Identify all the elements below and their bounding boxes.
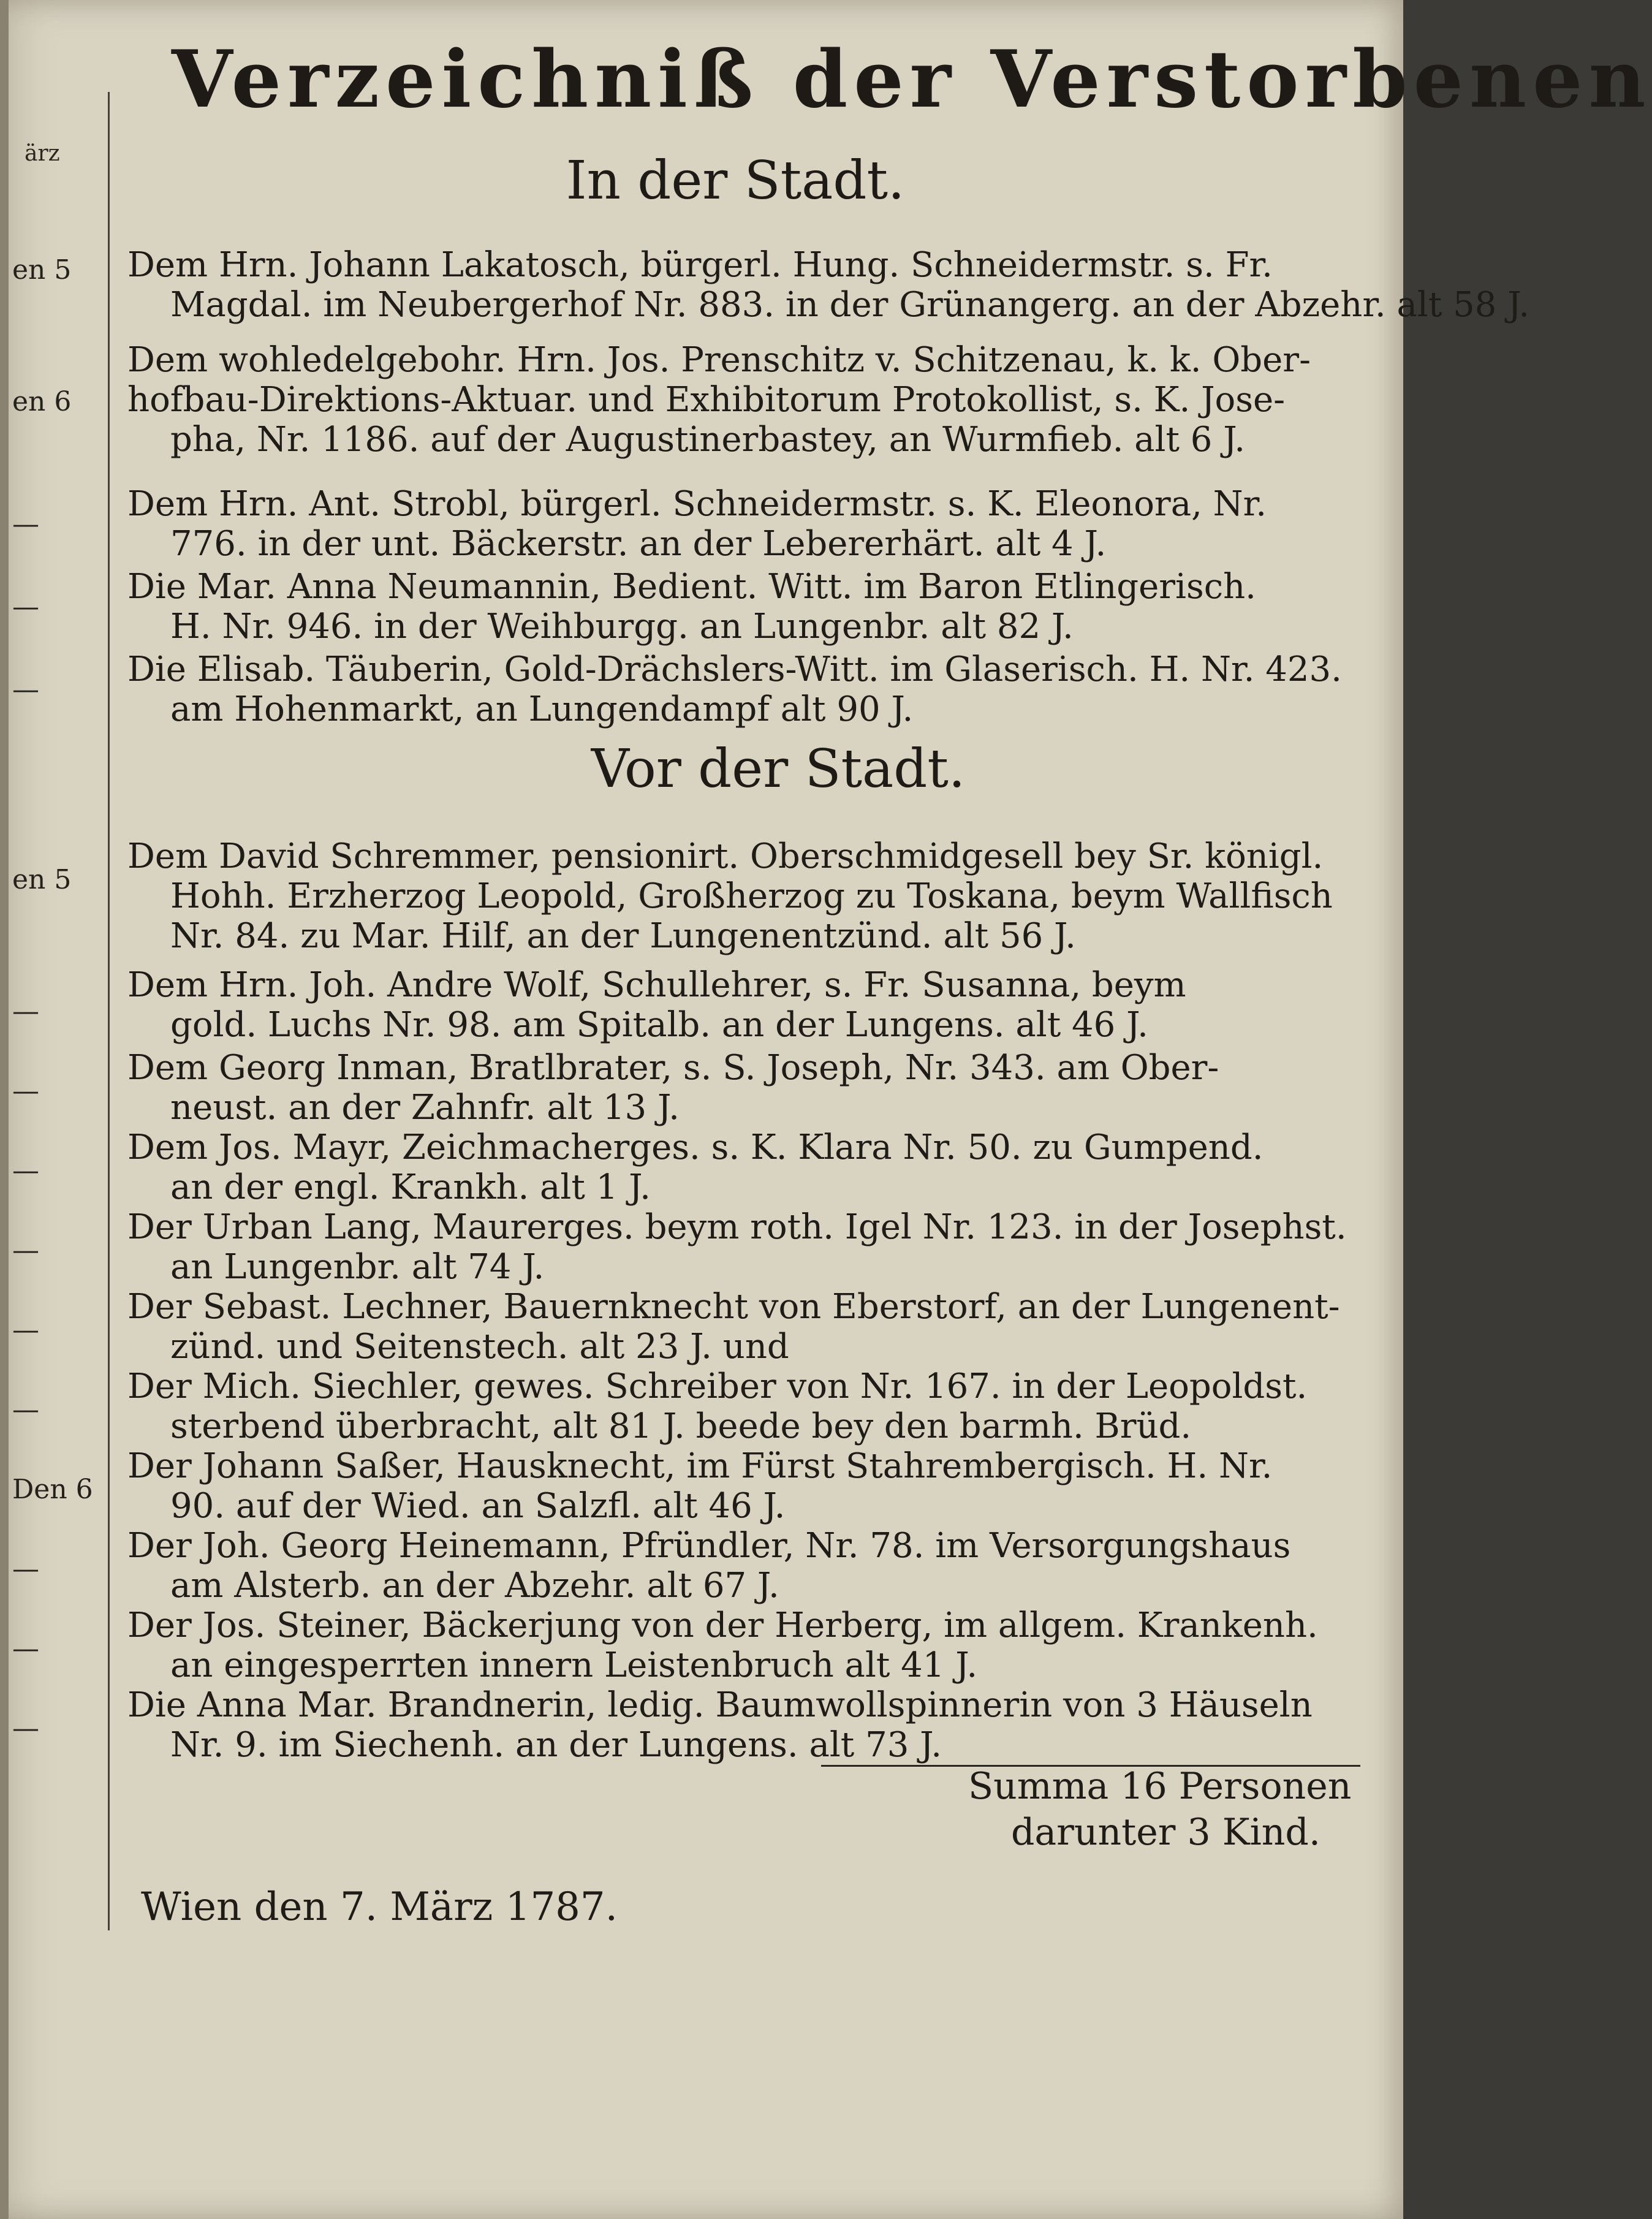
- entry-line: am Alsterb. an der Abzehr. alt 67 J.: [170, 1566, 779, 1606]
- entry-line: Der Mich. Siechler, gewes. Schreiber von Nr. 167. in der Leopoldst.: [127, 1367, 1308, 1406]
- entry-line: Der Urban Lang, Maurerges. beym roth. Igel Nr. 123. in der Josephst.: [127, 1207, 1347, 1247]
- margin-date: —: [12, 1553, 39, 1585]
- margin-date: —: [12, 509, 39, 540]
- margin-date: —: [12, 674, 39, 705]
- death-entry: [127, 1526, 1402, 1606]
- dateline: Wien den 7. März 1787.: [141, 1884, 618, 1930]
- margin-date: —: [12, 996, 39, 1027]
- death-entry: [127, 836, 1402, 956]
- margin-date: —: [12, 1713, 39, 1744]
- entry-line: Magdal. im Neubergerhof Nr. 883. in der Grünangerg. an der Abzehr. alt 58 J.: [170, 285, 1530, 325]
- entry-line: Dem Georg Inman, Bratlbrater, s. S. Joseph, Nr. 343. am Ober-: [127, 1048, 1219, 1088]
- entry-line: an der engl. Krankh. alt 1 J.: [170, 1167, 651, 1207]
- entry-line: an Lungenbr. alt 74 J.: [170, 1247, 545, 1287]
- entry-line: 776. in der unt. Bäckerstr. an der Lebererhärt. alt 4 J.: [170, 524, 1107, 564]
- entry-line: am Hohenmarkt, an Lungendampf alt 90 J.: [170, 689, 914, 729]
- death-entry: [127, 1207, 1402, 1287]
- summary-children: darunter 3 Kind.: [1011, 1811, 1320, 1854]
- margin-month-fragment: ärz: [25, 141, 60, 166]
- death-entry: [127, 484, 1402, 564]
- margin-date: en 6: [12, 386, 72, 417]
- margin-date: Den 6: [12, 1474, 93, 1505]
- entry-line: Nr. 9. im Siechenh. an der Lungens. alt 73 J.: [170, 1725, 942, 1765]
- entry-line: an eingesperrten innern Leistenbruch alt 41 J.: [170, 1645, 978, 1685]
- entry-line: sterbend überbracht, alt 81 J. beede bey den barmh. Brüd.: [170, 1406, 1192, 1446]
- margin-date: —: [12, 1075, 39, 1107]
- margin-date: —: [12, 1155, 39, 1186]
- margin-date: —: [12, 1314, 39, 1346]
- entry-line: Der Johann Saßer, Hausknecht, im Fürst Stahrembergisch. H. Nr.: [127, 1446, 1273, 1486]
- document-title: Verzeichniß der Verstorbenen: [172, 34, 1652, 126]
- entry-line: Der Joh. Georg Heinemann, Pfründler, Nr. 78. im Versorgungshaus: [127, 1526, 1291, 1566]
- margin-rule: [108, 92, 110, 1930]
- death-entry: [127, 245, 1530, 325]
- entry-line: Die Mar. Anna Neumannin, Bedient. Witt. im Baron Etlingerisch.: [127, 567, 1256, 607]
- death-entry: [127, 567, 1402, 647]
- section-heading-suburbs: Vor der Stadt.: [591, 738, 966, 800]
- entry-line: Der Jos. Steiner, Bäckerjung von der Herberg, im allgem. Krankenh.: [127, 1606, 1318, 1645]
- death-entry: [127, 1446, 1402, 1526]
- margin-date: —: [12, 591, 39, 623]
- entry-line: pha, Nr. 1186. auf der Augustinerbastey, an Wurmfieb. alt 6 J.: [170, 420, 1246, 460]
- entry-line: gold. Luchs Nr. 98. am Spitalb. an der Lungens. alt 46 J.: [170, 1005, 1148, 1045]
- entry-line: Dem Hrn. Johann Lakatosch, bürgerl. Hung. Schneidermstr. s. Fr.: [127, 245, 1273, 285]
- entry-line: Die Elisab. Täuberin, Gold-Drächslers-Witt. im Glaserisch. H. Nr. 423.: [127, 650, 1342, 689]
- entry-line: Der Sebast. Lechner, Bauernknecht von Eberstorf, an der Lungenent-: [127, 1287, 1340, 1327]
- entry-line: Hohh. Erzherzog Leopold, Großherzog zu Toskana, beym Wallfisch Nr. 84. zu Mar. Hilf, an der Lungenentzünd. alt 56 J.: [170, 876, 1333, 956]
- death-entry: [127, 1048, 1402, 1128]
- entry-line: Dem wohledelgebohr. Hrn. Jos. Prenschitz v. Schitzenau, k. k. Ober-hofbau-Direktions-Aktuar. und Exhibitorum Protokollist, s. K. Jose-: [127, 340, 1311, 420]
- death-entry: [127, 1287, 1402, 1367]
- summary-total: Summa 16 Personen: [968, 1765, 1352, 1808]
- margin-date: —: [12, 1235, 39, 1266]
- death-entry: [127, 650, 1402, 729]
- margin-date: —: [12, 1633, 39, 1664]
- entry-line: 90. auf der Wied. an Salzfl. alt 46 J.: [170, 1486, 786, 1526]
- entry-line: Dem Hrn. Joh. Andre Wolf, Schullehrer, s. Fr. Susanna, beym: [127, 965, 1186, 1005]
- death-entry: [127, 1128, 1402, 1207]
- entry-line: Dem Jos. Mayr, Zeichmacherges. s. K. Klara Nr. 50. zu Gumpend.: [127, 1128, 1264, 1167]
- entry-line: zünd. und Seitenstech. alt 23 J. und: [170, 1327, 789, 1367]
- death-entry: [127, 340, 1402, 460]
- margin-date: en 5: [12, 864, 72, 895]
- entry-line: Dem David Schremmer, pensionirt. Oberschmidgesell bey Sr. königl.: [127, 836, 1324, 876]
- entry-line: Die Anna Mar. Brandnerin, ledig. Baumwollspinnerin von 3 Häuseln: [127, 1685, 1313, 1725]
- page-binding-edge: [0, 0, 9, 2219]
- death-entry: [127, 1367, 1402, 1446]
- margin-date: —: [12, 1394, 39, 1425]
- death-entry: [127, 1685, 1402, 1765]
- death-entry: [127, 965, 1402, 1045]
- entry-line: Dem Hrn. Ant. Strobl, bürgerl. Schneidermstr. s. K. Eleonora, Nr.: [127, 484, 1267, 524]
- section-heading-city: In der Stadt.: [566, 150, 905, 211]
- death-entry: [127, 1606, 1402, 1685]
- entry-line: H. Nr. 946. in der Weihburgg. an Lungenbr. alt 82 J.: [170, 607, 1074, 647]
- entry-line: neust. an der Zahnfr. alt 13 J.: [170, 1088, 680, 1128]
- margin-date: en 5: [12, 254, 72, 286]
